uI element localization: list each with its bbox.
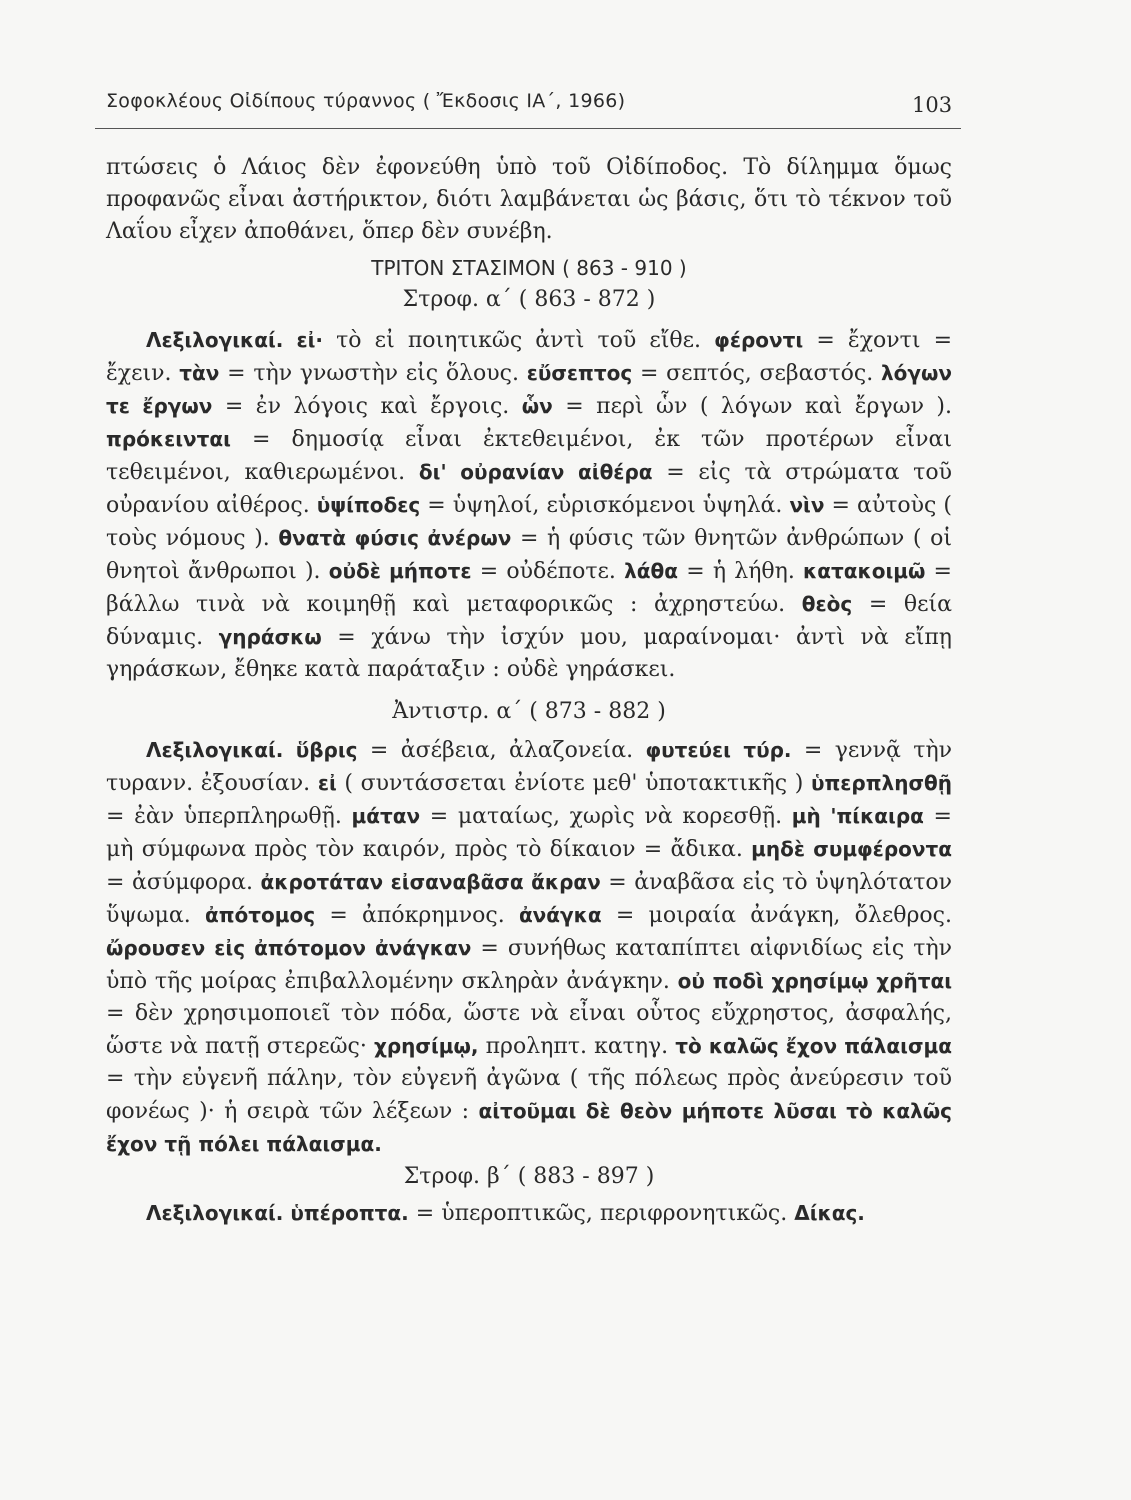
definition: = βάλλω τινὰ νὰ κοιμηθῇ καὶ μεταφορικῶς : ἀχρηστεύω. — [106, 559, 952, 617]
term: κατακοιμῶ — [803, 559, 926, 583]
glossary-paragraph-1 — [106, 324, 952, 686]
definition: = ἡ φύσις τῶν θνητῶν ἀνθρώπων ( οἱ θνητοὶ ἄνθρωποι ). — [106, 526, 952, 584]
term: μὴ 'πίκαιρα — [791, 804, 924, 828]
definition: = ἐν λόγοις καὶ ἔργοις. — [212, 394, 522, 419]
definition: = τὴν γνωστὴν εἰς ὅλους. — [219, 361, 527, 386]
term: χρησίμῳ, — [373, 1034, 479, 1058]
definition: = οὐδέποτε. — [471, 559, 625, 584]
term: θεὸς — [801, 592, 853, 616]
definition: = γεννᾷ τὴν τυρανν. ἐξουσίαν. — [106, 738, 953, 796]
term: ἀνάγκα — [518, 903, 602, 927]
term: δι' οὐρανίαν αἰθέρα — [418, 460, 653, 484]
definition: = θεία δύναμις. — [106, 592, 952, 650]
definition: προληπτ. κατηγ. — [478, 1034, 676, 1059]
page-number: 103 — [912, 93, 953, 117]
header-rule — [95, 128, 961, 129]
term: Λεξιλογικαί. ὕβρις — [146, 738, 358, 762]
term: ὤρουσεν εἰς ἀπότομον ἀνάγκαν — [106, 936, 472, 960]
term: ἀπότομος — [204, 903, 316, 927]
section-title: ΤΡΙΤΟΝ ΣΤΑΣΙΜΟΝ ( 863 - 910 ) — [371, 256, 687, 280]
term: αἰτοῦμαι δὲ θεὸν μήποτε λῦσαι τὸ καλῶς ἔχον τῇ πόλει πάλαισμα. — [106, 1099, 952, 1156]
strophe-a-heading: Στροφ. α΄ ( 863 - 872 ) — [402, 287, 656, 312]
definition: = μοιραία ἀνάγκη, ὄλεθρος. — [601, 903, 952, 928]
definition: = χάνω τὴν ἰσχύν μου, μαραίνομαι· ἀντὶ νὰ εἴπῃ γηράσκων, ἔθηκε κατὰ παράταξιν : οὐδὲ γηράσκει. — [106, 625, 952, 682]
definition: = ματαίως, χωρὶς νὰ κορεσθῇ. — [420, 804, 792, 829]
term: φέροντι — [714, 328, 804, 352]
page-body — [106, 152, 952, 1230]
term: τὸ καλῶς ἔχον πάλαισμα — [675, 1034, 952, 1058]
term: λάθα — [624, 559, 679, 583]
term: νὶν — [789, 493, 825, 517]
definition: ( συντάσσεται ἐνίοτε μεθ' ὑποτακτικῆς ) — [336, 771, 811, 796]
term: ἀκροτάταν εἰσαναβᾶσα ἄκραν — [260, 870, 601, 894]
definition: = ἡ λήθη. — [678, 559, 804, 584]
term: Λεξιλογικαί. ὑπέροπτα. — [146, 1201, 409, 1225]
term: οὐ ποδὶ χρησίμῳ χρῆται — [677, 969, 952, 993]
definition: = συνήθως καταπίπτει αἰφνιδίως εἰς τὴν ὑπὸ τῆς μοίρας ἐπιβαλλομένην σκληρὰν ἀνάγκην. — [106, 936, 952, 994]
definition: = ἀσέβεια, ἀλαζονεία. — [357, 738, 646, 763]
term: πρόκεινται — [106, 427, 231, 451]
definition: = περὶ ὧν ( λόγων καὶ ἔργων ). — [552, 394, 952, 419]
intro-paragraph: πτώσεις ὁ Λάιος δὲν ἐφονεύθη ὑπὸ τοῦ Οἰδίποδος. Τὸ δίλημμα ὅμως προφανῶς εἶναι ἀστήρικτον, διότι λαμβάνεται ὡς βάσις, ὅτι τὸ τέκνον τοῦ Λαΐου εἶχεν ἀποθάνει, ὅπερ δὲν συνέβη. — [106, 155, 952, 244]
term: λόγων τε ἔργων — [106, 361, 953, 418]
term: μάταν — [351, 804, 421, 828]
term: ὑψίποδες — [316, 493, 421, 517]
glossary-paragraph-3 — [106, 1197, 952, 1230]
definition: = δὲν χρησιμοποιεῖ τὸν πόδα, ὥστε νὰ εἶναι οὗτος εὔχρηστος, ἀσφαλής, ὥστε νὰ πατῇ στερεῶς· — [106, 1001, 952, 1059]
definition: = δημοσίᾳ εἶναι ἐκτεθειμένοι, ἐκ τῶν προτέρων εἶναι τεθειμένοι, καθιερωμένοι. — [106, 427, 952, 485]
definition: = εἰς τὰ στρώματα τοῦ οὐρανίου αἰθέρος. — [106, 460, 952, 518]
definition: = αὐτοὺς ( τοὺς νόμους ). — [106, 493, 953, 551]
definition: = ὑπεροπτικῶς, περιφρονητικῶς. — [408, 1201, 795, 1226]
term: τὰν — [179, 361, 220, 385]
running-header: Σοφοκλέους Οἰδίπους τύραννος ( Ἔκδοσις ΙΑ΄, 1966) — [106, 90, 626, 112]
definition: = τὴν εὐγενῆ πάλην, τὸν εὐγενῆ ἀγῶνα ( τῆς πόλεως πρὸς ἀνεύρεσιν τοῦ φονέως )· ἡ σειρὰ τῶν λέξεων : — [106, 1066, 952, 1124]
definition: = ὑψηλοί, εὑρισκόμενοι ὑψηλά. — [420, 493, 790, 518]
term: εἰ — [317, 771, 337, 795]
term: θνατὰ φύσις ἀνέρων — [278, 526, 512, 550]
term: γηράσκω — [218, 625, 322, 649]
definition: = σεπτός, σεβαστός. — [632, 361, 881, 386]
definition: = μὴ σύμφωνα πρὸς τὸν καιρόν, πρὸς τὸ δίκαιον = ἄδικα. — [106, 804, 952, 862]
term: εὔσεπτος — [526, 361, 633, 385]
definition: = ἐὰν ὑπερπληρωθῇ. — [106, 804, 352, 829]
term: φυτεύει τύρ. — [645, 738, 792, 762]
strophe-b-heading: Στροφ. β΄ ( 883 - 897 ) — [403, 1164, 655, 1189]
term: ὑπερπλησθῇ — [810, 771, 952, 795]
term: ὧν — [521, 394, 553, 418]
definition: = ἔχοντι = ἔχειν. — [106, 328, 953, 386]
definition: τὸ εἰ ποιητικῶς ἀντὶ τοῦ εἴθε. — [323, 328, 715, 353]
term: οὐδὲ μήποτε — [328, 559, 472, 583]
definition: = ἀσύμφορα. — [106, 870, 261, 895]
term: μηδὲ συμφέροντα — [751, 837, 952, 861]
glossary-paragraph-2 — [106, 734, 952, 1161]
definition: = ἀπόκρημνος. — [315, 903, 519, 928]
antistrophe-a-heading: Ἀντιστρ. α΄ ( 873 - 882 ) — [392, 699, 666, 724]
definition: = ἀναβᾶσα εἰς τὸ ὑψηλότατον ὕψωμα. — [106, 870, 953, 928]
term: Δίκας. — [794, 1201, 865, 1225]
term: Λεξιλογικαί. εἰ· — [146, 328, 323, 352]
